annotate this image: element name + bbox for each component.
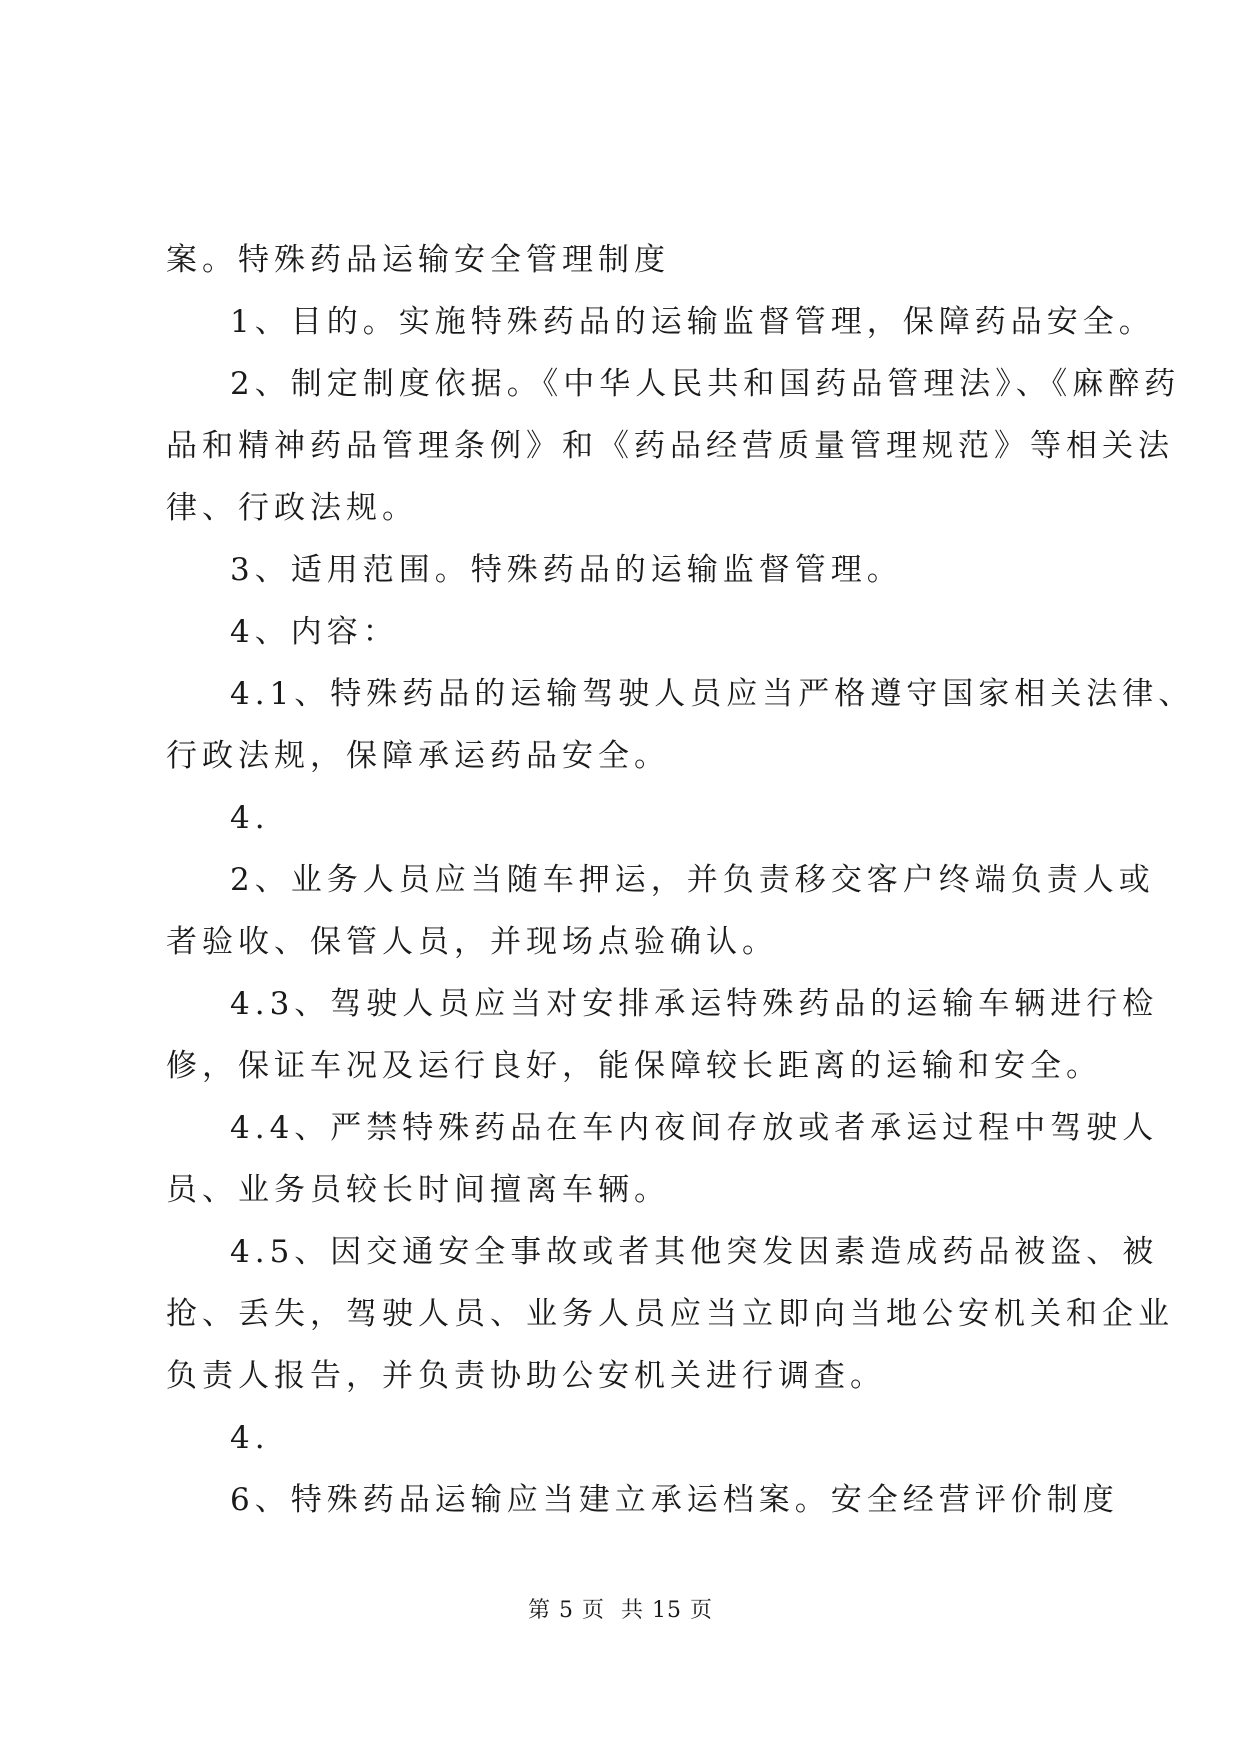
text-line: 抢、丢失，驾驶人员、业务人员应当立即向当地公安机关和企业 (166, 1296, 1174, 1332)
text-line: 4. (230, 800, 270, 836)
text-line: 行政法规，保障承运药品安全。 (166, 738, 670, 774)
text-line: 品和精神药品管理条例》和《药品经营质量管理规范》等相关法 (166, 428, 1174, 464)
text-line: 律、行政法规。 (166, 490, 418, 526)
text-line: 2、制定制度依据。《中华人民共和国药品管理法》、《麻醉药 (230, 366, 1181, 402)
text-line: 负责人报告，并负责协助公安机关进行调查。 (166, 1358, 886, 1394)
text-line: 3、适用范围。特殊药品的运输监督管理。 (230, 552, 903, 588)
text-line: 员、业务员较长时间擅离车辆。 (166, 1172, 670, 1208)
document-body (166, 229, 1195, 1531)
text-line: 4.4、严禁特殊药品在车内夜间存放或者承运过程中驾驶人 (230, 1110, 1159, 1146)
text-line: 4.3、驾驶人员应当对安排承运特殊药品的运输车辆进行检 (230, 986, 1159, 1022)
text-line: 2、业务人员应当随车押运，并负责移交客户终端负责人或 (230, 862, 1155, 898)
text-line: 4、内容： (230, 614, 399, 650)
text-line: 1、目的。实施特殊药品的运输监督管理，保障药品安全。 (230, 304, 1155, 340)
text-line: 修，保证车况及运行良好，能保障较长距离的运输和安全。 (166, 1048, 1102, 1084)
text-line: 案。特殊药品运输安全管理制度 (166, 242, 670, 278)
text-line: 者验收、保管人员，并现场点验确认。 (166, 924, 778, 960)
text-line: 4.5、因交通安全事故或者其他突发因素造成药品被盗、被 (230, 1234, 1159, 1270)
text-line: 4.1、特殊药品的运输驾驶人员应当严格遵守国家相关法律、 (230, 676, 1195, 712)
text-line: 6、特殊药品运输应当建立承运档案。安全经营评价制度 (230, 1482, 1119, 1518)
page-footer (0, 1593, 1241, 1624)
text-line: 4. (230, 1420, 270, 1456)
page-number-label: 第 5 页 共 15 页 (528, 1598, 713, 1623)
